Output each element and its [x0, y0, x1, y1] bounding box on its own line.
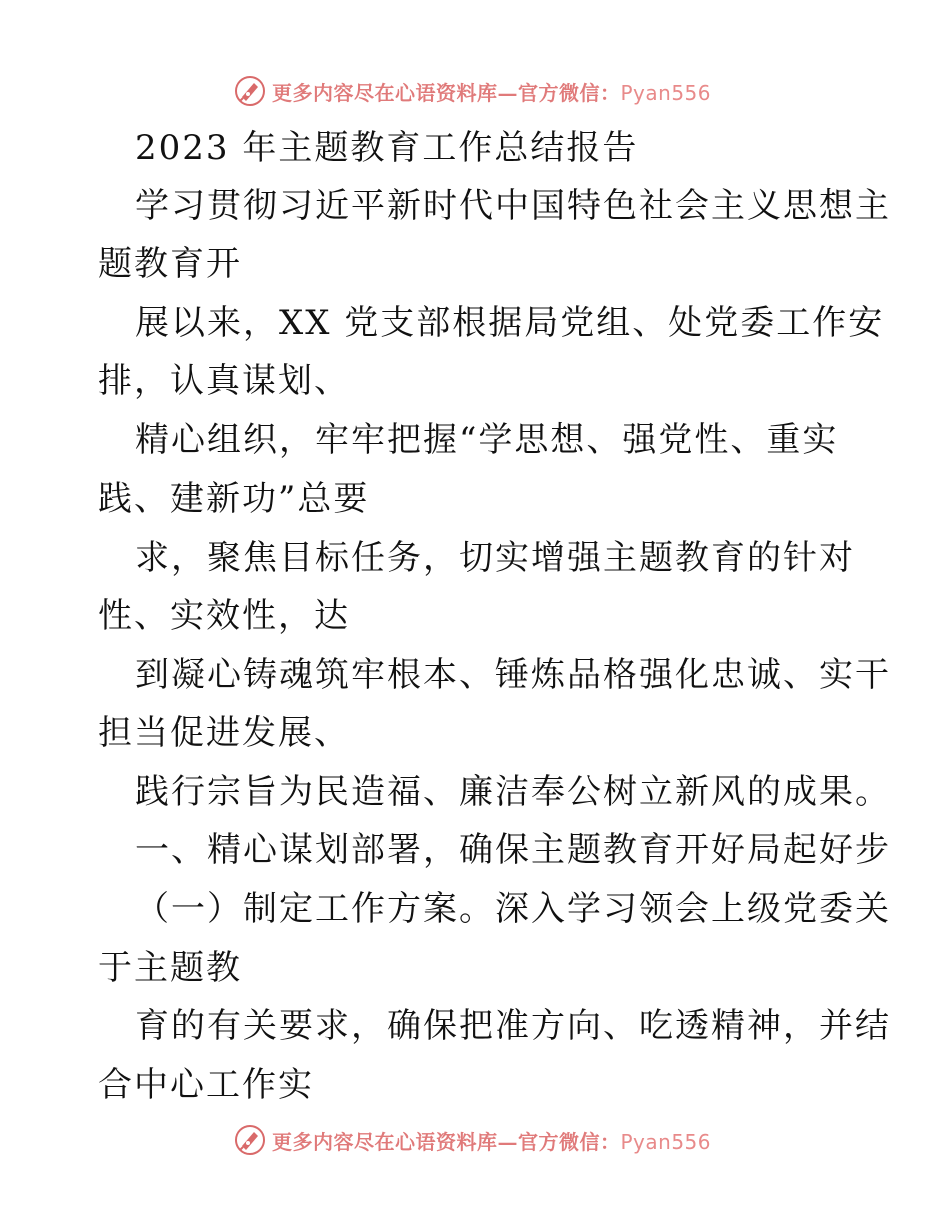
section-heading: 一、精心谋划部署，确保主题教育开好局起好步 — [135, 830, 891, 870]
header-watermark — [234, 71, 711, 111]
document-title: 2023 年主题教育工作总结报告 — [135, 128, 639, 168]
paragraph-line: 于主题教 — [98, 948, 242, 988]
paragraph-line: 精心组织，牢牢把握“学思想、强党性、重实 — [135, 420, 839, 460]
paragraph-line: 合中心工作实 — [98, 1065, 314, 1105]
paragraph-line: 践、建新功”总要 — [98, 479, 370, 519]
paragraph-line: 性、实效性，达 — [98, 596, 350, 636]
footer-watermark — [234, 1120, 711, 1160]
pen-nib-logo-icon — [234, 75, 266, 107]
paragraph-line: 求，聚焦目标任务，切实增强主题教育的针对 — [135, 538, 855, 578]
watermark-text: 更多内容尽在心语资料库—官方微信：Pyan556 — [272, 1129, 712, 1154]
paragraph-line: 学习贯彻习近平新时代中国特色社会主义思想主 — [135, 186, 891, 226]
watermark-text: 更多内容尽在心语资料库—官方微信：Pyan556 — [272, 80, 712, 105]
paragraph-line: 践行宗旨为民造福、廉洁奉公树立新风的成果。 — [135, 772, 891, 812]
paragraph-line: 展以来，XX 党支部根据局党组、处党委工作安 — [135, 303, 885, 343]
paragraph-line: 育的有关要求，确保把准方向、吃透精神，并结 — [135, 1006, 891, 1046]
paragraph-line: 到凝心铸魂筑牢根本、锤炼品格强化忠诚、实干 — [135, 655, 891, 695]
paragraph-line: 担当促进发展、 — [98, 713, 350, 753]
paragraph-line: 题教育开 — [98, 244, 242, 284]
subsection-line: （一）制定工作方案。深入学习领会上级党委关 — [135, 889, 891, 929]
pen-nib-logo-icon — [234, 1124, 266, 1156]
paragraph-line: 排，认真谋划、 — [98, 361, 350, 401]
